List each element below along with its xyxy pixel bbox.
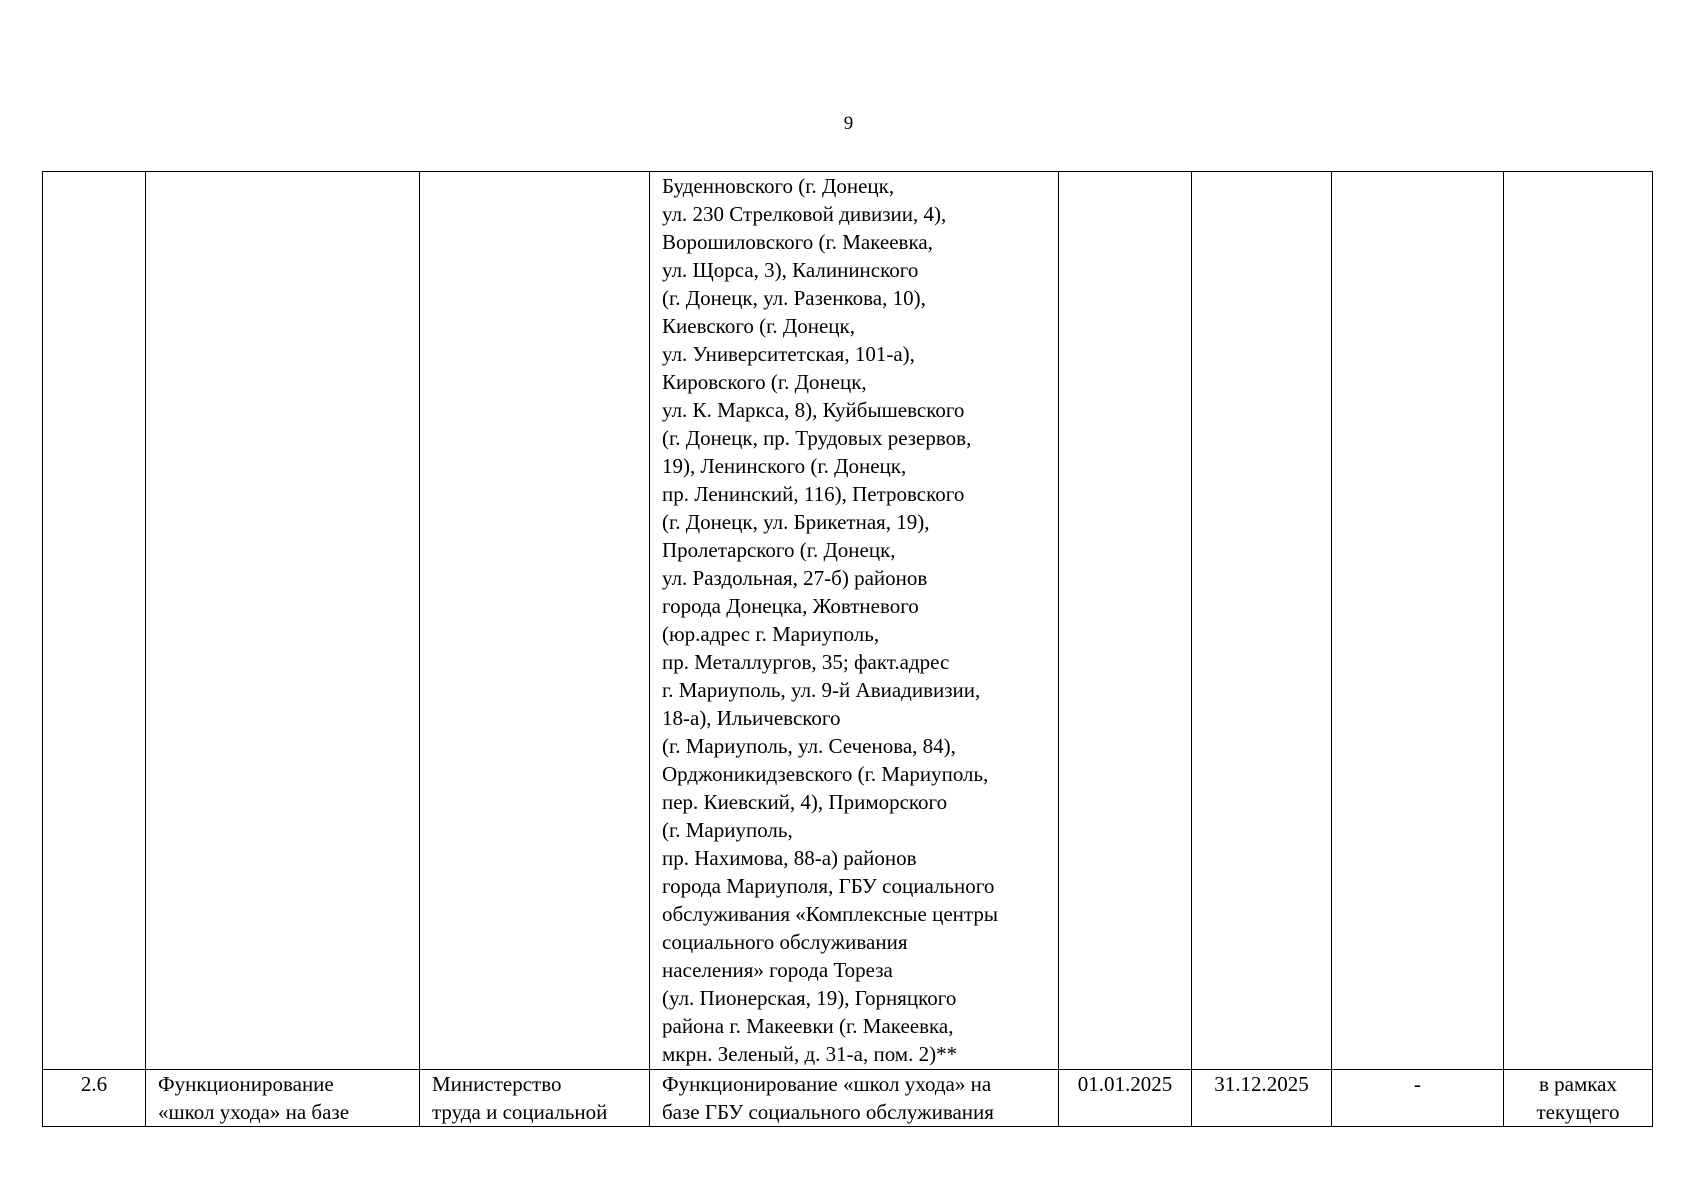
measures-table [42,171,1653,1127]
cell-addresses [650,172,1059,1070]
cell-start-date [1059,172,1192,1070]
address-line: района г. Макеевки (г. Макеевка, [662,1014,954,1038]
address-line: пр. Ленинский, 116), Петровского [662,482,965,506]
note-line: текущего [1536,1100,1620,1124]
address-line: ул. 230 Стрелковой дивизии, 4), [662,202,947,226]
cell-end-date [1192,172,1332,1070]
executor-line: Министерство [432,1072,562,1096]
address-line: (г. Мариуполь, ул. Сеченова, 84), [662,734,956,758]
cell-number [43,172,146,1070]
description-line: Функционирование «школ ухода» на [662,1072,992,1096]
measure-name-line: «школ ухода» на базе [158,1100,350,1124]
address-line: обслуживания «Комплексные центры [662,902,998,926]
start-date: 01.01.2025 [1077,1072,1173,1096]
address-line: пер. Киевский, 4), Приморского [662,790,948,814]
address-line: 18-а), Ильичевского [662,706,841,730]
funding-value: - [1414,1072,1421,1096]
cell-funding [1332,1070,1504,1127]
address-line: ул. К. Маркса, 8), Куйбышевского [662,398,965,422]
cell-measure-name [146,172,420,1070]
address-line: (г. Донецк, ул. Разенкова, 10), [662,286,926,310]
cell-description [650,1070,1059,1127]
description-line: базе ГБУ социального обслуживания [662,1100,994,1124]
address-line: ул. Университетская, 101-а), [662,342,915,366]
address-line: (юр.адрес г. Мариуполь, [662,622,880,646]
address-line: Буденновского (г. Донецк, [662,174,895,198]
address-line: ул. Раздольная, 27-б) районов [662,566,928,590]
address-line: ул. Щорса, 3), Калининского [662,258,919,282]
address-line: населения» города Тореза [662,958,893,982]
note-line: в рамках [1539,1072,1617,1096]
address-line: (ул. Пионерская, 19), Горняцкого [662,986,957,1010]
address-line: города Донецка, Жовтневого [662,594,919,618]
cell-executor [420,1070,650,1127]
table-row-2-6 [43,1070,1653,1127]
address-line: социального обслуживания [662,930,908,954]
address-line: (г. Донецк, ул. Брикетная, 19), [662,510,930,534]
cell-note [1504,172,1653,1070]
address-line: (г. Мариуполь, [662,818,793,842]
address-line: Киевского (г. Донецк, [662,314,855,338]
address-line: Орджоникидзевского (г. Мариуполь, [662,762,989,786]
address-line: пр. Металлургов, 35; факт.адрес [662,650,950,674]
address-line: (г. Донецк, пр. Трудовых резервов, [662,426,972,450]
address-line: пр. Нахимова, 88-а) районов [662,846,917,870]
address-line: мкрн. Зеленый, д. 31-а, пом. 2)** [662,1042,958,1066]
cell-measure-name [146,1070,420,1127]
address-line: города Мариуполя, ГБУ социального [662,874,995,898]
address-line: 19), Ленинского (г. Донецк, [662,454,907,478]
executor-line: труда и социальной [432,1100,608,1124]
address-line: Кировского (г. Донецк, [662,370,867,394]
measure-name-line: Функционирование [158,1072,334,1096]
cell-start-date [1059,1070,1192,1127]
page-number: 9 [843,113,854,134]
row-number: 2.6 [80,1072,108,1096]
cell-note [1504,1070,1653,1127]
cell-number [43,1070,146,1127]
address-line: Ворошиловского (г. Макеевка, [662,230,933,254]
cell-funding [1332,172,1504,1070]
address-line: г. Мариуполь, ул. 9-й Авиадивизии, [662,678,981,702]
cell-end-date [1192,1070,1332,1127]
end-date: 31.12.2025 [1214,1072,1309,1096]
cell-executor [420,172,650,1070]
table-row-continuation [43,172,1653,1070]
address-line: Пролетарского (г. Донецк, [662,538,896,562]
